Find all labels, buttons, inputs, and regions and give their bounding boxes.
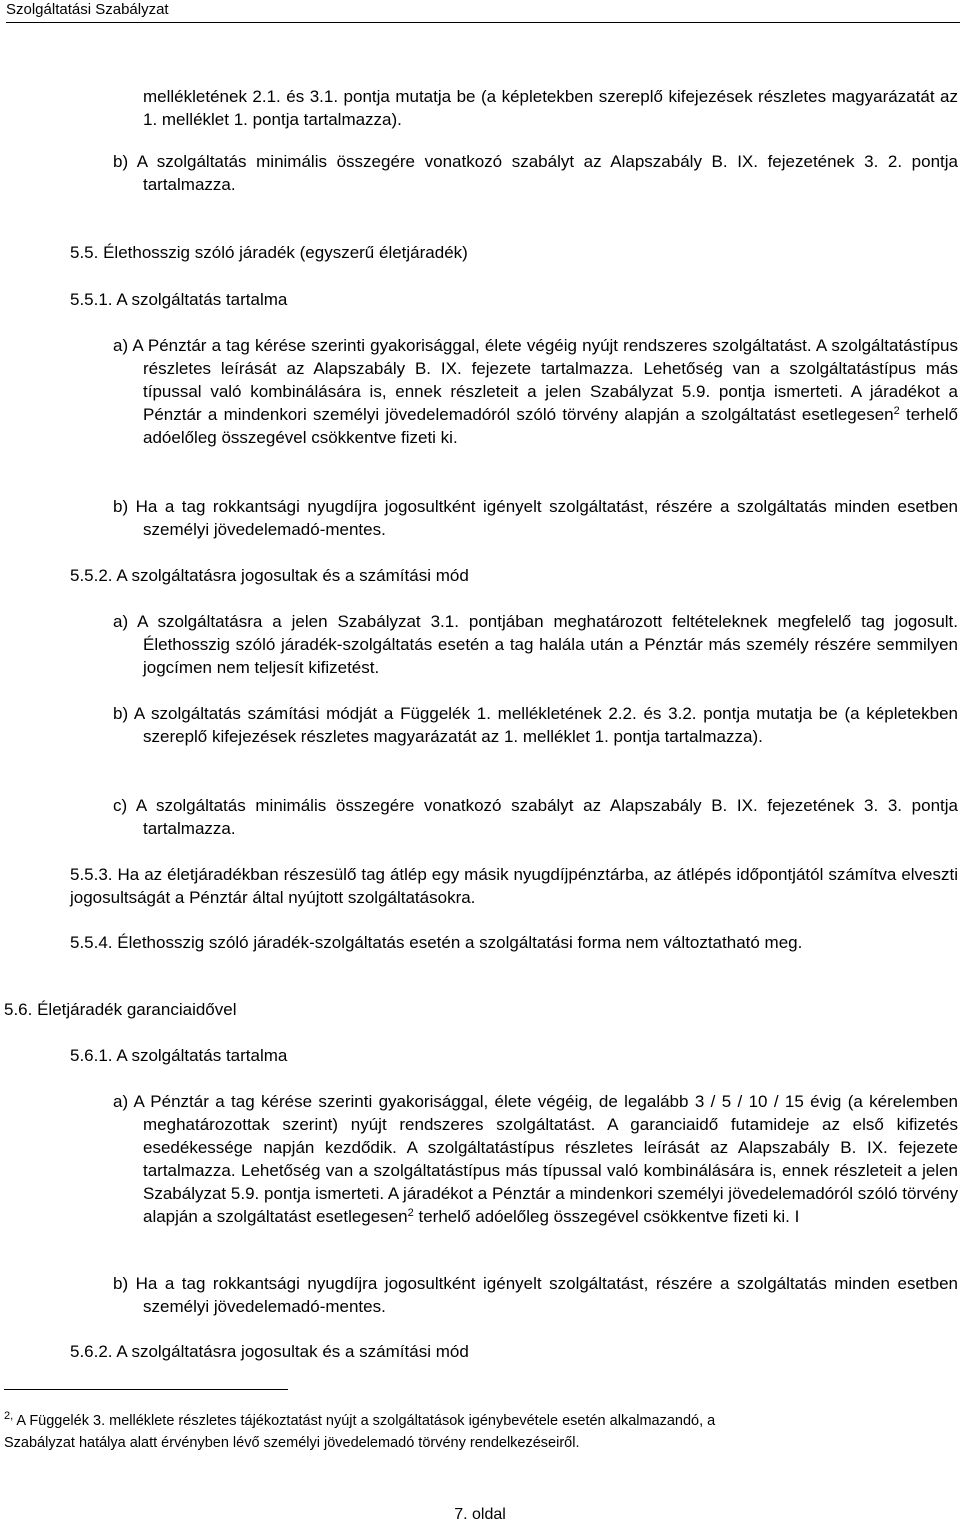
footnote-ref[interactable]: 2 xyxy=(407,1207,414,1219)
text-part: a) A Pénztár a tag kérése szerinti gyakorisággal, élete végéig, de legalább 3 / 5 / 10 / 15 évig (a kérelemben meghatározottak szerint) nyújt rendszeres szolgáltatást. A garanciaidő futamideje az első kifizetés esedékessége napján kezdődik. A szolgáltatástípus részletes leírását az Alapszabály B. IX. fejezete tartalmazza. Lehetőség van a szolgáltatástípus más típussal való kombinálására is, ennek részleteit a jelen Szabályzat 5.9. pontja ismerteti. A járadékot a Pénztár a mindenkori személyi jövedelemadóról szóló törvény alapján a szolgáltatást esetlegesen xyxy=(113,1092,958,1226)
subsection-heading-5-5-2: 5.5.2. A szolgáltatásra jogosultak és a számítási mód xyxy=(70,566,469,585)
paragraph-continuation: mellékletének 2.1. és 3.1. pontja mutatja be (a képletekben szereplő kifejezések részletes magyarázatát az 1. melléklet 1. pontja tartalmazza). xyxy=(143,87,958,129)
paragraph-b-calculation: b) A szolgáltatás számítási módját a Függelék 1. mellékletének 2.2. és 3.2. pontja mutatja be (a képletekben szereplő kifejezések részletes magyarázatát az 1. melléklet 1. pontja tartalmazza). xyxy=(113,704,958,746)
subsection-heading-5-5-1: 5.5.1. A szolgáltatás tartalma xyxy=(70,290,288,309)
footnote-mark: 2, xyxy=(4,1410,14,1422)
paragraph-b-minimum: b) A szolgáltatás minimális összegére vonatkozó szabályt az Alapszabály B. IX. fejezetének 3. 2. pontja tartalmazza. xyxy=(113,152,958,194)
text-part: terhelő adóelőleg összegével csökkentve fizeti ki. xyxy=(143,405,959,447)
paragraph-a-service-content xyxy=(113,334,958,449)
section-heading-5-5: 5.5. Élethosszig szóló járadék (egyszerű életjáradék) xyxy=(70,243,468,262)
section-heading-5-6: 5.6. Életjáradék garanciaidővel xyxy=(4,1000,237,1019)
paragraph-b-tax-exempt-2: b) Ha a tag rokkantsági nyugdíjra jogosultként igényelt szolgáltatást, részére a szolgáltatás minden esetben személyi jövedelemadó-mentes. xyxy=(113,1274,958,1316)
paragraph-c-minimum: c) A szolgáltatás minimális összegére vonatkozó szabályt az Alapszabály B. IX. fejezetének 3. 3. pontja tartalmazza. xyxy=(113,796,958,838)
paragraph-b-tax-exempt: b) Ha a tag rokkantsági nyugdíjra jogosultként igényelt szolgáltatást, részére a szolgáltatás minden esetben személyi jövedelemadó-mentes. xyxy=(113,497,958,539)
header-title: Szolgáltatási Szabályzat xyxy=(6,1,169,18)
text-part: terhelő adóelőleg összegével csökkentve fizeti ki. I xyxy=(418,1207,800,1226)
footnote-line-2: Szabályzat hatálya alatt érvényben lévő személyi jövedelemadó törvény rendelkezéseiről. xyxy=(4,1435,580,1451)
footnote-line-1: A Függelék 3. melléklete részletes tájékoztatást nyújt a szolgáltatások igénybevétele esetén alkalmazandó, a xyxy=(16,1413,716,1429)
subsection-heading-5-6-2: 5.6.2. A szolgáltatásra jogosultak és a számítási mód xyxy=(70,1342,469,1361)
paragraph-5-5-3: 5.5.3. Ha az életjáradékban részesülő tag átlép egy másik nyugdíjpénztárba, az átlépés időpontjától számítva elveszti jogosultságát a Pénztár által nyújtott szolgáltatásokra. xyxy=(70,865,958,907)
footnote xyxy=(4,1410,954,1454)
footnote-separator xyxy=(4,1389,288,1390)
footnote-ref[interactable]: 2 xyxy=(893,405,900,417)
page-number: 7. oldal xyxy=(454,1506,506,1523)
paragraph-a-eligibility: a) A szolgáltatásra a jelen Szabályzat 3.1. pontjában meghatározott feltételeknek megfelelő tag jogosult. Élethosszig szóló járadék-szolgáltatás esetén a tag halála után a Pénztár más személy részére semmilyen jogcímen nem teljesít kifizetést. xyxy=(113,612,958,677)
subsection-heading-5-6-1: 5.6.1. A szolgáltatás tartalma xyxy=(70,1046,288,1065)
text-part: a) A Pénztár a tag kérése szerinti gyakorisággal, élete végéig nyújt rendszeres szolgáltatást. A szolgáltatástípus részletes leírását az Alapszabály B. IX. fejezete tartalmazza. Lehetőség van a szolgáltatástípus más típussal való kombinálására is, ennek részleteit a jelen Szabályzat 5.9. pontja ismerteti. A járadékot a Pénztár a mindenkori személyi jövedelemadóról szóló törvény alapján a szolgáltatást esetlegesen xyxy=(113,336,958,424)
paragraph-a-guarantee-service xyxy=(113,1090,958,1228)
paragraph-5-5-4: 5.5.4. Élethosszig szóló járadék-szolgáltatás esetén a szolgáltatási forma nem változtatható meg. xyxy=(70,933,803,952)
running-header xyxy=(6,0,960,23)
